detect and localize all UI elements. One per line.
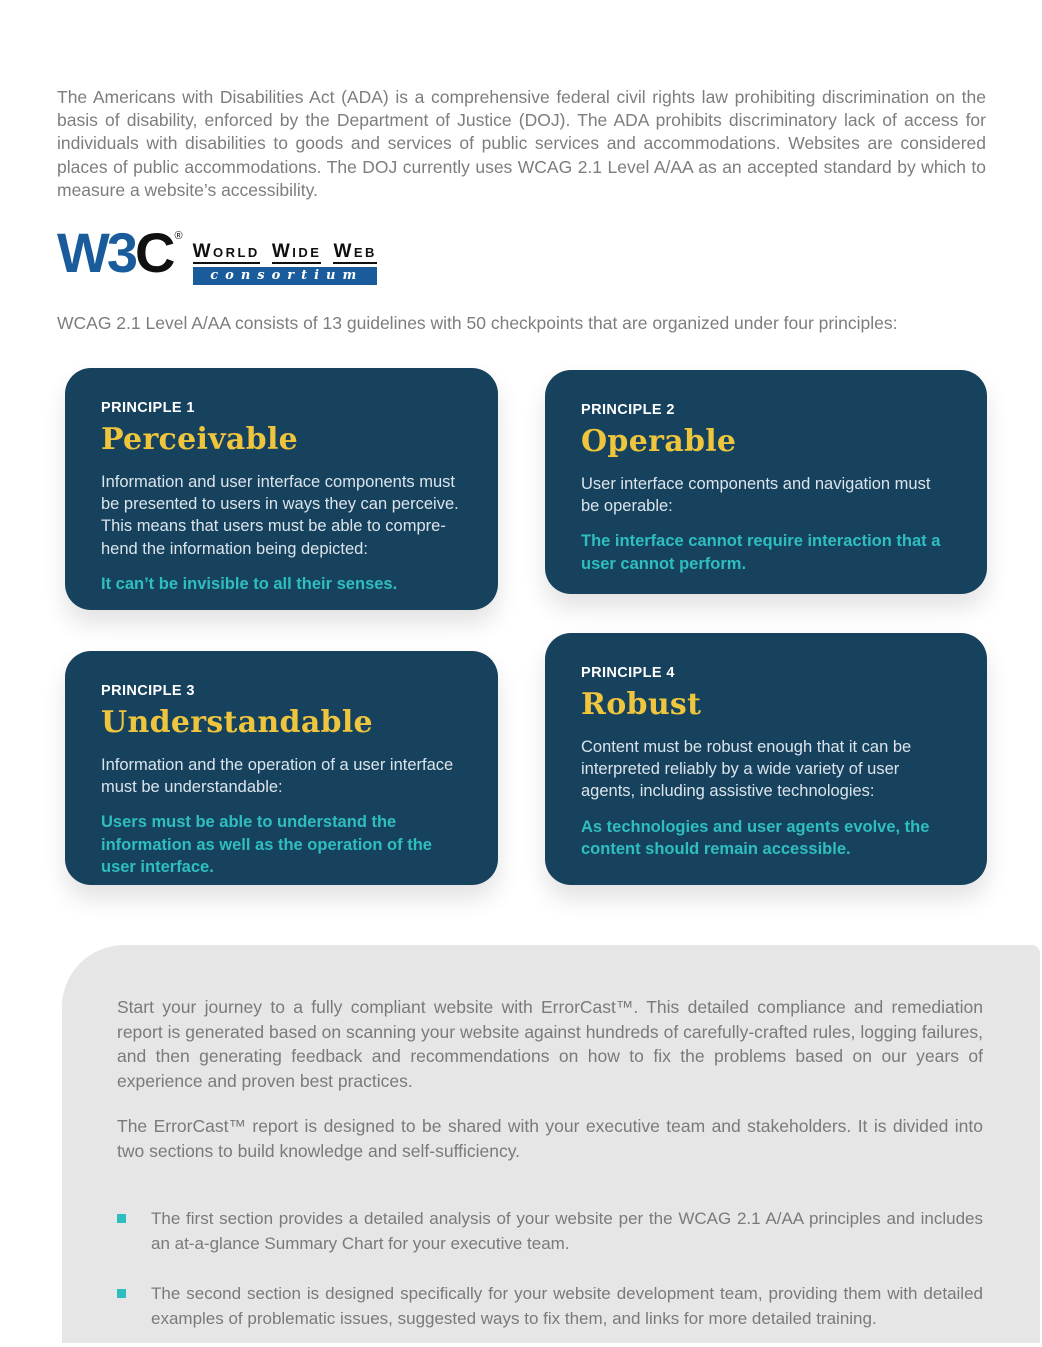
principle-label — [101, 400, 462, 416]
principle-card-robust — [545, 633, 987, 885]
principle-highlight: The interface cannot require interaction that a user cannot perform. — [581, 532, 941, 573]
principle-card-understandable — [65, 651, 498, 885]
bullet-text: The first section provides a detailed analysis of your website per the WCAG 2.1 A/AA principles and includes an at-a-glance Summary Chart for your executive team. — [151, 1209, 983, 1253]
principle-highlight: Users must be able to understand the information as well as the operation of the user interface. — [101, 813, 432, 877]
principle-title: Robust — [581, 687, 702, 722]
principle-label-text: PRINCIPLE — [581, 665, 662, 681]
registered-trademark-icon: ® — [174, 230, 183, 242]
principle-number: 3 — [186, 683, 195, 699]
principle-highlight: As technologies and user agents evolve, the content should remain accessible. — [581, 817, 930, 859]
w3c-logo-c: C — [135, 221, 175, 284]
principle-number: 2 — [666, 402, 675, 418]
guidelines-line: WCAG 2.1 Level A/AA consists of 13 guidelines with 50 checkpoints that are organized under four principles: — [57, 313, 898, 333]
principle-title: Operable — [581, 424, 737, 459]
w3c-logo-consortium-bar: consortium — [193, 267, 377, 285]
w3c-logo — [57, 221, 377, 285]
principle-body: Content must be robust enough that it can be interpreted reliably by a wide variety of user agents, including assistive technologies: — [581, 737, 912, 801]
principle-label-text: PRINCIPLE — [101, 683, 182, 699]
errorcast-bullet-list — [117, 1207, 983, 1331]
principle-label-text: PRINCIPLE — [101, 400, 182, 416]
principle-title: Understandable — [101, 705, 373, 740]
principle-label — [581, 665, 951, 681]
w3c-logo-world-wide-web — [193, 242, 377, 264]
w3c-logo-word: Wide — [271, 241, 322, 262]
w3c-logo-wordmark — [193, 242, 377, 285]
principle-label — [581, 402, 951, 418]
principle-body: User interface components and navigation must be operable: — [581, 474, 931, 515]
principle-label-text: PRINCIPLE — [581, 402, 662, 418]
intro-paragraph: The Americans with Disabilities Act (ADA) is a comprehensive federal civil rights law prohibiting discrimination on the basis of disability, enforced by the Department of Justice (DOJ). The ADA prohibits discriminatory lack of access for individuals with disabilities to goods and services of public services and accommodations. Websites are considered places of public accommodations. The DOJ currently uses WCAG 2.1 Level A/AA as an accepted standard by which to measure a website’s accessibility. — [57, 87, 986, 200]
principle-body: Information and user interface components must be presented to users in ways they can perceive. This means that users must be able to comprehend the information being depicted: — [101, 472, 459, 558]
principle-body: Information and the operation of a user interface must be understandable: — [101, 755, 454, 796]
list-item — [117, 1207, 983, 1256]
w3c-logo-w3: W3 — [57, 221, 135, 284]
bullet-text: The second section is designed specifically for your website development team, providing them with detailed examples of problematic issues, suggested ways to fix them, and links for more detailed training. — [151, 1284, 983, 1328]
principle-number: 1 — [186, 400, 195, 416]
square-bullet-icon — [117, 1289, 126, 1298]
w3c-logo-word: World — [192, 241, 260, 262]
square-bullet-icon — [117, 1214, 126, 1223]
principle-number: 4 — [666, 665, 675, 681]
errorcast-paragraph-1: Start your journey to a fully compliant website with ErrorCast™. This detailed compliance and remediation report is generated based on scanning your website against hundreds of carefully-crafted rules, logging failures, and then generating feedback and recommendations on how to fix the problems based on our years of experience and proven best practices. — [117, 997, 983, 1091]
principle-card-operable — [545, 370, 987, 594]
principle-highlight: It can’t be invisible to all their senses. — [101, 575, 398, 594]
errorcast-paragraph-2: The ErrorCast™ report is designed to be shared with your executive team and stakeholders. It is divided into two sections to build knowledge and self-sufficiency. — [117, 1116, 983, 1161]
principle-card-perceivable — [65, 368, 498, 610]
principle-label — [101, 683, 462, 699]
w3c-logo-word: Web — [333, 241, 377, 262]
principle-title: Perceivable — [101, 422, 299, 457]
errorcast-panel — [62, 945, 1040, 1343]
list-item — [117, 1282, 983, 1331]
